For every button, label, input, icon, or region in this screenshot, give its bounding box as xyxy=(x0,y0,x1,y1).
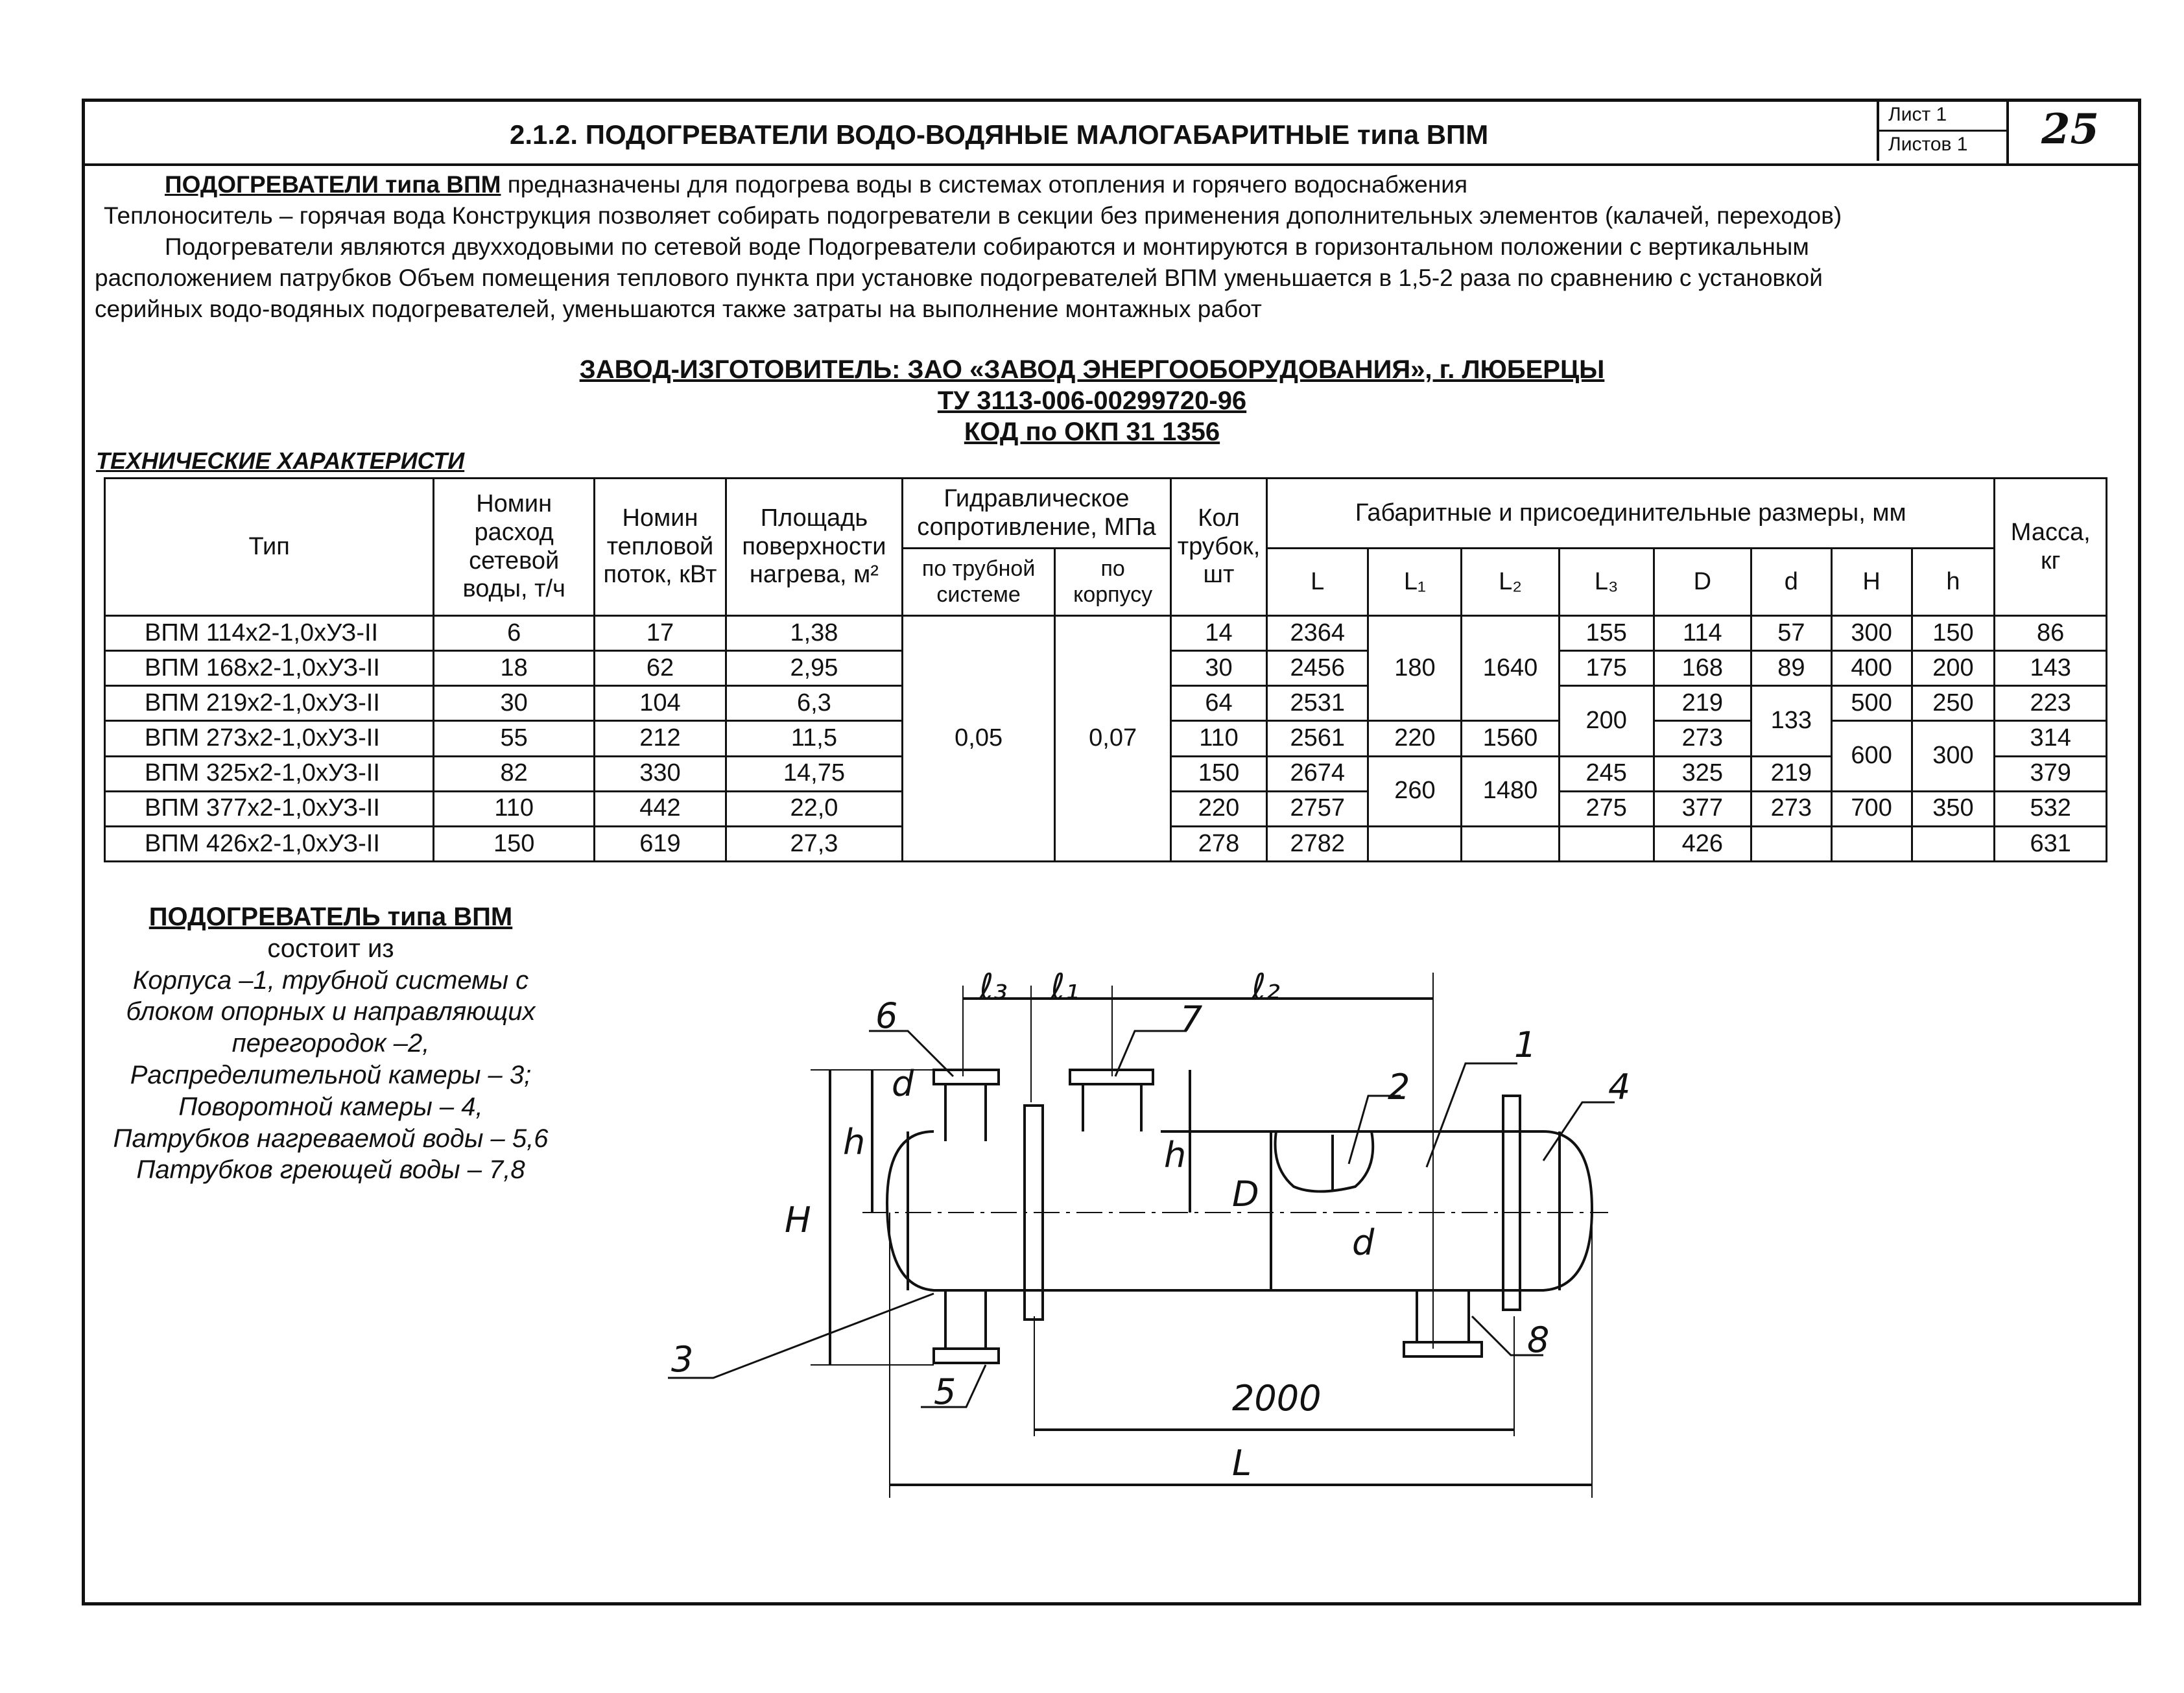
cell-hydr-tube: 0,05 xyxy=(902,616,1054,862)
label-7: 7 xyxy=(1180,999,1203,1039)
intro-line-3: Подогреватели являются двухходовыми по сетевой воде Подогреватели собираются и монтируются в горизонтальном положении с вертикальным xyxy=(165,233,1809,260)
col-hydraulic: Гидравлическое сопротивление, МПа xyxy=(902,479,1170,549)
label-3: 3 xyxy=(671,1339,694,1380)
label-8: 8 xyxy=(1527,1320,1550,1360)
label-d-top: d xyxy=(892,1063,914,1104)
nozzle-6-flange xyxy=(934,1070,999,1084)
tech-title: ТЕХНИЧЕСКИЕ ХАРАКТЕРИСТИ xyxy=(96,447,465,474)
cell-L3: 245 xyxy=(1559,756,1654,791)
col-heat: Номин тепловой поток, кВт xyxy=(595,479,726,616)
cell-type: ВПМ 114х2-1,0хУЗ-II xyxy=(105,616,434,651)
col-flow: Номин расход сетевой воды, т/ч xyxy=(434,479,595,616)
nozzle-5-flange xyxy=(934,1349,999,1363)
cell-area: 11,5 xyxy=(726,721,902,756)
cell-D: 114 xyxy=(1654,616,1751,651)
cell-d: 57 xyxy=(1751,616,1831,651)
cell-h: 350 xyxy=(1912,791,1995,826)
cell-heat: 330 xyxy=(595,756,726,791)
cell-L3: 200 xyxy=(1559,686,1654,756)
page-title: 2.1.2. ПОДОГРЕВАТЕЛИ ВОДО-ВОДЯНЫЕ МАЛОГАБАРИТНЫЕ типа ВПМ xyxy=(510,119,1489,150)
cell-L: 2561 xyxy=(1267,721,1368,756)
cell-D: 426 xyxy=(1654,826,1751,861)
label-h-mid: h xyxy=(1164,1135,1187,1176)
cell-d: 133 xyxy=(1751,686,1831,756)
cell-heat: 212 xyxy=(595,721,726,756)
cell-L: 2531 xyxy=(1267,686,1368,721)
label-4: 4 xyxy=(1608,1067,1631,1107)
cell-h: 250 xyxy=(1912,686,1995,721)
cell-tubes: 278 xyxy=(1170,826,1266,861)
cell-tubes: 64 xyxy=(1170,686,1266,721)
cell-type: ВПМ 168х2-1,0хУЗ-II xyxy=(105,651,434,686)
label-l1: ℓ₁ xyxy=(1050,966,1079,1007)
label-D: D xyxy=(1232,1174,1259,1214)
cell-flow: 55 xyxy=(434,721,595,756)
label-2: 2 xyxy=(1388,1067,1410,1107)
flange-right xyxy=(1503,1096,1520,1310)
cell-type: ВПМ 426х2-1,0хУЗ-II xyxy=(105,826,434,861)
cell-L3: 275 xyxy=(1559,791,1654,826)
label-h-left: h xyxy=(843,1122,866,1163)
cell-tubes: 110 xyxy=(1170,721,1266,756)
label-2000: 2000 xyxy=(1232,1378,1322,1419)
col-d: d xyxy=(1751,549,1831,616)
cell-area: 1,38 xyxy=(726,616,902,651)
cell-type: ВПМ 377х2-1,0хУЗ-II xyxy=(105,791,434,826)
parts-item: блоком опорных и направляющих xyxy=(126,997,536,1026)
cell-L: 2456 xyxy=(1267,651,1368,686)
cell-H: 500 xyxy=(1831,686,1912,721)
parts-item: перегородок –2, xyxy=(231,1029,430,1058)
cell-D: 168 xyxy=(1654,651,1751,686)
col-hydr-body: по корпусу xyxy=(1055,549,1171,616)
cell-flow: 18 xyxy=(434,651,595,686)
page-number: 25 xyxy=(2041,105,2100,154)
col-L1: L₁ xyxy=(1368,549,1462,616)
cell-tubes: 14 xyxy=(1170,616,1266,651)
nozzle-7 xyxy=(1083,1083,1141,1131)
cell-L: 2364 xyxy=(1267,616,1368,651)
nozzle-6 xyxy=(945,1083,986,1141)
intro-line-1-text: предназначены для подогрева воды в системах отопления и горячего водоснабжения xyxy=(501,171,1468,198)
cell-h: 150 xyxy=(1912,616,1995,651)
parts-title: ПОДОГРЕВАТЕЛЬ типа ВПМ xyxy=(148,903,513,931)
cell-d: 219 xyxy=(1751,756,1831,791)
cell-d: 89 xyxy=(1751,651,1831,686)
okp-line: КОД по ОКП 31 1356 xyxy=(964,418,1220,446)
label-l3: ℓ₃ xyxy=(979,966,1008,1007)
label-5: 5 xyxy=(934,1371,956,1412)
cell-H: 600 xyxy=(1831,721,1912,791)
cell-L2: 1480 xyxy=(1462,756,1559,826)
col-area: Площадь поверхности нагрева, м² xyxy=(726,479,902,616)
col-type: Тип xyxy=(105,479,434,616)
intro-line-5: серийных водо-водяных подогревателей, уменьшаются также затраты на выполнение монтажных работ xyxy=(95,296,1262,322)
col-hydr-tube: по трубной системе xyxy=(902,549,1054,616)
cell-flow: 110 xyxy=(434,791,595,826)
cell-flow: 150 xyxy=(434,826,595,861)
cell-L: 2757 xyxy=(1267,791,1368,826)
parts-item: Патрубков нагреваемой воды – 5,6 xyxy=(113,1124,549,1153)
label-6: 6 xyxy=(875,995,898,1036)
intro-line-4: расположением патрубков Объем помещения теплового пункта при установке подогревателей ВПМ уменьшается в 1,5-2 раза по сравнению с установкой xyxy=(95,265,1823,291)
cell-L3: 175 xyxy=(1559,651,1654,686)
cell-area: 22,0 xyxy=(726,791,902,826)
cell-mass: 223 xyxy=(1995,686,2107,721)
col-H: H xyxy=(1831,549,1912,616)
parts-item: Распределительной камеры – 3; xyxy=(130,1060,532,1089)
cell-L1: 260 xyxy=(1368,756,1462,826)
cell-mass: 631 xyxy=(1995,826,2107,861)
intro-line-2: Теплоноситель – горячая вода Конструкция позволяет собирать подогреватели в секции без применения дополнительных элементов (калачей, переходов) xyxy=(104,202,1842,229)
cell-tubes: 220 xyxy=(1170,791,1266,826)
cell-mass: 86 xyxy=(1995,616,2107,651)
cell-flow: 30 xyxy=(434,686,595,721)
label-l2: ℓ₂ xyxy=(1252,966,1280,1007)
cell-mass: 379 xyxy=(1995,756,2107,791)
cell-H: 300 xyxy=(1831,616,1912,651)
parts-item: Корпуса –1, трубной системы с xyxy=(132,965,529,995)
cell-heat: 62 xyxy=(595,651,726,686)
col-dimensions: Габаритные и присоединительные размеры, мм xyxy=(1267,479,1995,549)
cell-area: 6,3 xyxy=(726,686,902,721)
cell-H: 400 xyxy=(1831,651,1912,686)
parts-item: Поворотной камеры – 4, xyxy=(178,1092,483,1121)
label-H: H xyxy=(785,1200,811,1240)
cell-type: ВПМ 219х2-1,0хУЗ-II xyxy=(105,686,434,721)
cell-heat: 442 xyxy=(595,791,726,826)
nozzle-8-flange xyxy=(1404,1342,1482,1356)
nozzle-8 xyxy=(1417,1290,1469,1342)
col-L3: L₃ xyxy=(1559,549,1654,616)
cell-L1: 180 xyxy=(1368,616,1462,721)
cell-h: 300 xyxy=(1912,721,1995,791)
cell-H: 700 xyxy=(1831,791,1912,826)
cell-D: 377 xyxy=(1654,791,1751,826)
cell-tubes: 30 xyxy=(1170,651,1266,686)
tu-line: ТУ 3113-006-00299720-96 xyxy=(937,386,1247,415)
cell-D: 219 xyxy=(1654,686,1751,721)
cell-mass: 314 xyxy=(1995,721,2107,756)
cell-heat: 104 xyxy=(595,686,726,721)
cell-area: 2,95 xyxy=(726,651,902,686)
col-L2: L₂ xyxy=(1462,549,1559,616)
cell-L1: 220 xyxy=(1368,721,1462,756)
label-d-bot: d xyxy=(1352,1222,1375,1263)
cell-heat: 17 xyxy=(595,616,726,651)
cell-area: 14,75 xyxy=(726,756,902,791)
cell-mass: 532 xyxy=(1995,791,2107,826)
col-D: D xyxy=(1654,549,1751,616)
cell-type: ВПМ 273х2-1,0хУЗ-II xyxy=(105,721,434,756)
cell-tubes: 150 xyxy=(1170,756,1266,791)
cell-hydr-body: 0,07 xyxy=(1055,616,1171,862)
cell-area: 27,3 xyxy=(726,826,902,861)
cell-D: 273 xyxy=(1654,721,1751,756)
col-h: h xyxy=(1912,549,1995,616)
col-mass: Масса, кг xyxy=(1995,479,2107,616)
cell-h: 200 xyxy=(1912,651,1995,686)
cell-L2: 1640 xyxy=(1462,616,1559,721)
parts-subtitle: состоит из xyxy=(267,934,394,963)
intro-lead: ПОДОГРЕВАТЕЛИ типа ВПМ xyxy=(165,171,501,198)
cell-L2: 1560 xyxy=(1462,721,1559,756)
cell-d: 273 xyxy=(1751,791,1831,826)
cell-L: 2782 xyxy=(1267,826,1368,861)
cell-type: ВПМ 325х2-1,0хУЗ-II xyxy=(105,756,434,791)
cell-heat: 619 xyxy=(595,826,726,861)
cell-mass: 143 xyxy=(1995,651,2107,686)
col-tubes: Кол трубок, шт xyxy=(1170,479,1266,616)
manufacturer-line: ЗАВОД-ИЗГОТОВИТЕЛЬ: ЗАО «ЗАВОД ЭНЕРГООБОРУДОВАНИЯ», г. ЛЮБЕРЦЫ xyxy=(579,355,1605,384)
label-L: L xyxy=(1232,1443,1252,1484)
cell-flow: 82 xyxy=(434,756,595,791)
sheets-label: Листов 1 xyxy=(1888,134,1968,155)
label-1: 1 xyxy=(1514,1024,1537,1065)
cell-L3: 155 xyxy=(1559,616,1654,651)
sheet-label: Лист 1 xyxy=(1888,104,1947,125)
cell-L: 2674 xyxy=(1267,756,1368,791)
parts-item: Патрубков греющей воды – 7,8 xyxy=(136,1155,525,1185)
nozzle-5 xyxy=(945,1290,986,1349)
cell-D: 325 xyxy=(1654,756,1751,791)
col-L: L xyxy=(1267,549,1368,616)
baffle-cutout xyxy=(1276,1131,1373,1192)
cell-flow: 6 xyxy=(434,616,595,651)
